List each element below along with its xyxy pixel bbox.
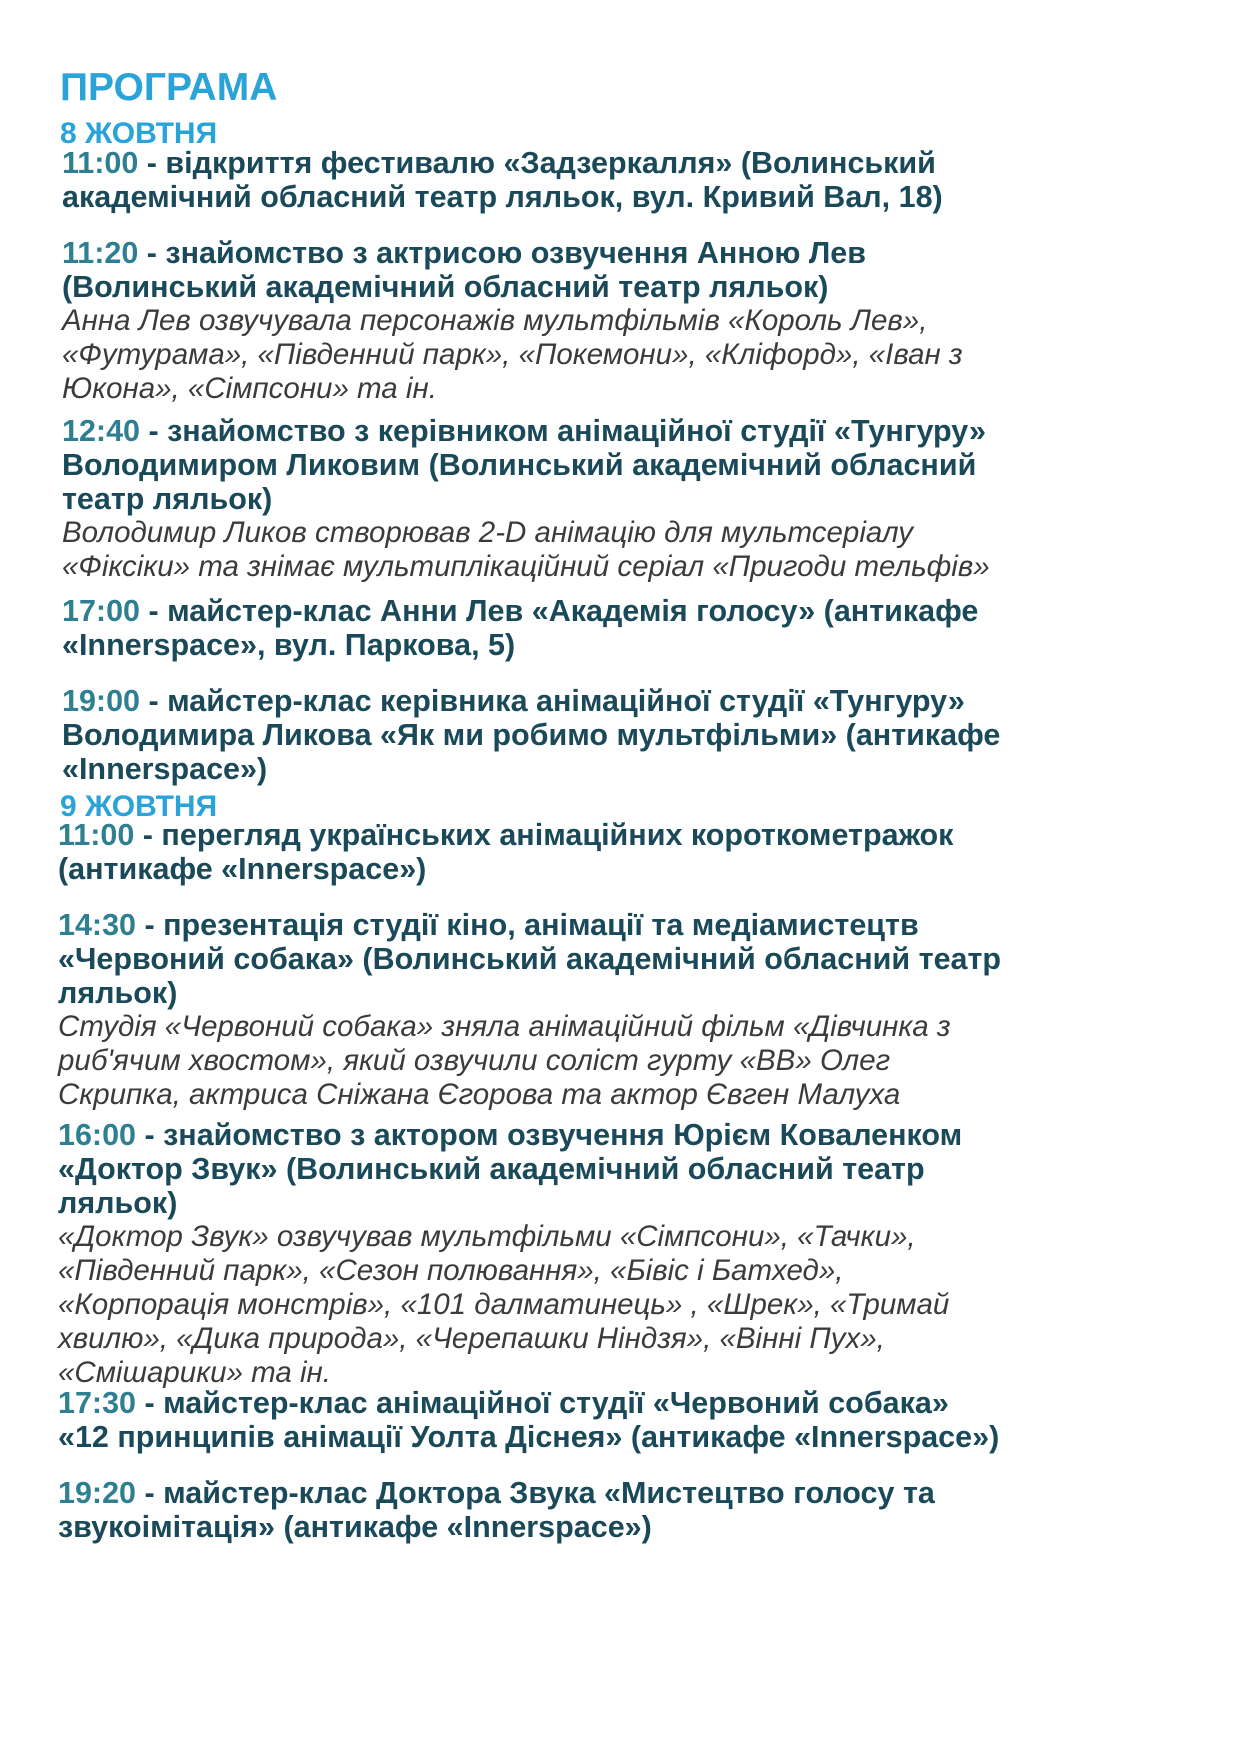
event-item: [62, 146, 1232, 214]
event-title-line: - відкриття фестивалю «Задзеркалля» (Волинський: [138, 146, 936, 180]
event-time: 17:30: [58, 1386, 137, 1420]
event-time: 11:20: [62, 236, 139, 270]
event-title-line: академічний обласний театр ляльок, вул. Кривий Вал, 18): [62, 180, 943, 214]
event-description-line: Анна Лев озвучувала персонажів мультфільмів «Король Лев»,: [62, 304, 928, 337]
event-title-line: театр ляльок): [62, 482, 273, 516]
event-description-line: риб'ячим хвостом», який озвучили соліст гурту «ВВ» Олег: [58, 1044, 891, 1077]
event-title-line: - майстер-клас анімаційної студії «Червоний собака»: [136, 1386, 949, 1420]
event-time: 11:00: [58, 818, 135, 852]
event-title-line: Володимира Ликова «Як ми робимо мультфільми» (антикафе: [62, 718, 1001, 752]
event-time: 16:00: [58, 1118, 137, 1152]
event-title-line: - знайомство з актором озвучення Юрієм Коваленком: [136, 1118, 963, 1152]
event-time: 19:00: [62, 684, 141, 718]
event-title-line: - майстер-клас керівника анімаційної студії «Тунгуру»: [140, 684, 965, 718]
event-item: [58, 908, 1228, 1112]
event-description-line: «Корпорація монстрів», «101 далматинець» , «Шрек», «Тримай: [58, 1288, 950, 1321]
event-title-line: - знайомство з керівником анімаційної студії «Тунгуру»: [140, 414, 986, 448]
event-description-line: «Доктор Звук» озвучував мультфільми «Сімпсони», «Тачки»,: [58, 1220, 916, 1253]
page-title: ПРОГРАМА: [60, 66, 278, 109]
event-title-line: Володимиром Ликовим (Волинський академічний обласний: [62, 448, 977, 482]
event-item: [62, 414, 1232, 584]
event-description-line: Юкона», «Сімпсони» та ін.: [62, 372, 437, 405]
event-title-line: «Червоний собака» (Волинський академічний обласний театр: [58, 942, 1002, 976]
event-title-line: (Волинський академічний обласний театр ляльок): [62, 270, 829, 304]
event-description-line: «Фіксіки» та знімає мультиплікаційний серіал «Пригоди тельфів»: [62, 550, 990, 583]
event-description-line: Студія «Червоний собака» зняла анімаційний фільм «Дівчинка з: [58, 1010, 951, 1043]
event-time: 12:40: [62, 414, 141, 448]
event-description-line: «Футурама», «Південний парк», «Покемони», «Кліфорд», «Іван з: [62, 338, 963, 371]
event-title-line: - перегляд українських анімаційних короткометражок: [134, 818, 954, 852]
day-heading: 8 ЖОВТНЯ: [60, 117, 218, 150]
event-item: [58, 818, 1228, 886]
event-time: 11:00: [62, 146, 139, 180]
event-title-line: «Innerspace», вул. Паркова, 5): [62, 628, 516, 662]
event-title-line: ляльок): [58, 976, 178, 1010]
event-title-line: (антикафе «Innerspace»): [58, 852, 427, 886]
event-item: [62, 684, 1232, 786]
event-description-line: «Смішарики» та ін.: [58, 1356, 331, 1389]
event-time: 14:30: [58, 908, 137, 942]
event-title-line: звукоімітація» (антикафе «Innerspace»): [58, 1510, 652, 1544]
event-time: 19:20: [58, 1476, 137, 1510]
event-title-line: «12 принципів анімації Уолта Діснея» (антикафе «Innerspace»): [58, 1420, 1000, 1454]
event-title-line: - знайомство з актрисою озвучення Анною Лев: [138, 236, 867, 270]
event-title-line: - презентація студії кіно, анімації та медіамистецтв: [136, 908, 919, 942]
event-title-line: - майстер-клас Анни Лев «Академія голосу» (антикафе: [140, 594, 979, 628]
event-title-line: «Доктор Звук» (Волинський академічний обласний театр: [58, 1152, 925, 1186]
event-description-line: хвилю», «Дика природа», «Черепашки Ніндзя», «Вінні Пух»,: [58, 1322, 885, 1355]
event-title-line: ляльок): [58, 1186, 178, 1220]
event-item: [62, 594, 1232, 662]
event-description-line: «Південний парк», «Сезон полювання», «Бівіс і Батхед»,: [58, 1254, 844, 1287]
event-item: [58, 1476, 1228, 1544]
event-title-line: - майстер-клас Доктора Звука «Мистецтво голосу та: [136, 1476, 935, 1510]
event-title-line: «Innerspace»): [62, 752, 268, 786]
day-heading: 9 ЖОВТНЯ: [60, 790, 218, 823]
event-item: [62, 236, 1232, 406]
event-description-line: Володимир Ликов створював 2-D анімацію для мультсеріалу: [62, 516, 914, 549]
event-time: 17:00: [62, 594, 141, 628]
event-item: [58, 1118, 1228, 1390]
event-description-line: Скрипка, актриса Сніжана Єгорова та актор Євген Малуха: [58, 1078, 901, 1111]
event-item: [58, 1386, 1228, 1454]
